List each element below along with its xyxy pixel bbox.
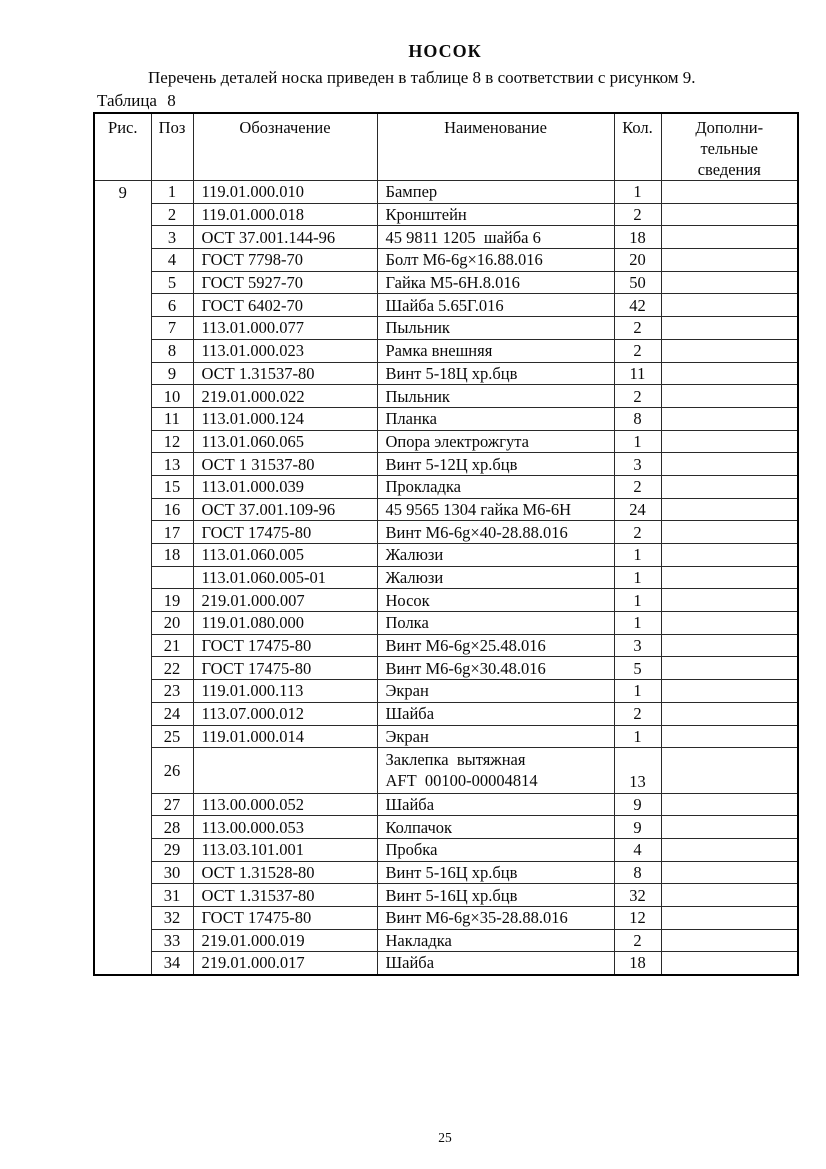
extra-cell bbox=[661, 498, 798, 521]
table-row bbox=[94, 634, 798, 657]
des-cell: ГОСТ 17475-80 bbox=[193, 907, 377, 930]
qty-cell: 1 bbox=[614, 612, 661, 635]
qty-cell: 2 bbox=[614, 317, 661, 340]
qty-cell: 4 bbox=[614, 838, 661, 861]
des-cell: ГОСТ 17475-80 bbox=[193, 657, 377, 680]
name-cell: Кронштейн bbox=[377, 203, 614, 226]
pos-cell: 11 bbox=[151, 407, 193, 430]
pos-cell: 6 bbox=[151, 294, 193, 317]
name-cell: Шайба bbox=[377, 702, 614, 725]
pos-cell: 30 bbox=[151, 861, 193, 884]
header-extra-line-3: сведения bbox=[697, 160, 761, 179]
des-cell: 113.01.000.124 bbox=[193, 407, 377, 430]
name-cell: Винт М6-6g×40-28.88.016 bbox=[377, 521, 614, 544]
qty-cell: 1 bbox=[614, 680, 661, 703]
qty-cell: 1 bbox=[614, 544, 661, 567]
pos-cell: 26 bbox=[151, 748, 193, 793]
extra-cell bbox=[661, 612, 798, 635]
table-row bbox=[94, 203, 798, 226]
pos-cell: 31 bbox=[151, 884, 193, 907]
name-cell: Винт М6-6g×30.48.016 bbox=[377, 657, 614, 680]
qty-cell: 18 bbox=[614, 952, 661, 975]
name-cell: Винт М6-6g×35-28.88.016 bbox=[377, 907, 614, 930]
des-cell: ОСТ 1 31537-80 bbox=[193, 453, 377, 476]
extra-cell bbox=[661, 861, 798, 884]
name-cell: Винт 5-12Ц хр.бцв bbox=[377, 453, 614, 476]
qty-cell: 50 bbox=[614, 271, 661, 294]
extra-cell bbox=[661, 838, 798, 861]
table-row bbox=[94, 816, 798, 839]
pos-cell: 32 bbox=[151, 907, 193, 930]
extra-cell bbox=[661, 249, 798, 272]
name-cell: 45 9565 1304 гайка М6-6Н bbox=[377, 498, 614, 521]
qty-cell: 11 bbox=[614, 362, 661, 385]
name-cell: Винт 5-18Ц хр.бцв bbox=[377, 362, 614, 385]
table-row bbox=[94, 226, 798, 249]
pos-cell: 8 bbox=[151, 339, 193, 362]
qty-cell: 9 bbox=[614, 793, 661, 816]
des-cell: 219.01.000.017 bbox=[193, 952, 377, 975]
qty-cell: 3 bbox=[614, 453, 661, 476]
extra-cell bbox=[661, 203, 798, 226]
des-cell: ГОСТ 5927-70 bbox=[193, 271, 377, 294]
table-row bbox=[94, 793, 798, 816]
table-row bbox=[94, 838, 798, 861]
fig-number-cell: 9 bbox=[94, 181, 151, 975]
name-cell: Шайба bbox=[377, 793, 614, 816]
table-row bbox=[94, 748, 798, 793]
name-cell: Планка bbox=[377, 407, 614, 430]
pos-cell: 34 bbox=[151, 952, 193, 975]
table-row bbox=[94, 294, 798, 317]
intro-paragraph: Перечень деталей носка приведен в таблице 8 в соответствии с рисунком 9. bbox=[148, 68, 696, 87]
parts-table-body bbox=[94, 181, 798, 975]
des-cell: 113.01.000.077 bbox=[193, 317, 377, 340]
qty-cell: 5 bbox=[614, 657, 661, 680]
pos-cell: 2 bbox=[151, 203, 193, 226]
qty-cell: 32 bbox=[614, 884, 661, 907]
name-cell: 45 9811 1205 шайба 6 bbox=[377, 226, 614, 249]
extra-cell bbox=[661, 544, 798, 567]
qty-cell: 13 bbox=[614, 748, 661, 793]
table-row bbox=[94, 339, 798, 362]
des-cell: ОСТ 1.31537-80 bbox=[193, 362, 377, 385]
name-cell bbox=[377, 748, 614, 793]
pos-cell: 4 bbox=[151, 249, 193, 272]
extra-cell bbox=[661, 634, 798, 657]
extra-cell bbox=[661, 181, 798, 204]
extra-cell bbox=[661, 385, 798, 408]
pos-cell: 28 bbox=[151, 816, 193, 839]
table-row bbox=[94, 362, 798, 385]
name-cell: Пробка bbox=[377, 838, 614, 861]
name-cell: Экран bbox=[377, 725, 614, 748]
table-row bbox=[94, 544, 798, 567]
des-cell: 113.01.060.005-01 bbox=[193, 566, 377, 589]
qty-cell: 1 bbox=[614, 566, 661, 589]
qty-cell: 1 bbox=[614, 181, 661, 204]
extra-cell bbox=[661, 929, 798, 952]
table-row bbox=[94, 498, 798, 521]
table-row bbox=[94, 657, 798, 680]
name-cell: Колпачок bbox=[377, 816, 614, 839]
name-cell: Винт 5-16Ц хр.бцв bbox=[377, 884, 614, 907]
des-cell: ОСТ 37.001.109-96 bbox=[193, 498, 377, 521]
header-extra bbox=[661, 113, 798, 181]
table-row bbox=[94, 861, 798, 884]
pos-cell: 25 bbox=[151, 725, 193, 748]
qty-cell: 3 bbox=[614, 634, 661, 657]
qty-cell: 2 bbox=[614, 521, 661, 544]
pos-cell: 9 bbox=[151, 362, 193, 385]
pos-cell: 19 bbox=[151, 589, 193, 612]
table-caption: Таблица 8 bbox=[97, 91, 176, 110]
pos-cell: 10 bbox=[151, 385, 193, 408]
table-row bbox=[94, 385, 798, 408]
table-row bbox=[94, 929, 798, 952]
pos-cell: 22 bbox=[151, 657, 193, 680]
pos-cell: 33 bbox=[151, 929, 193, 952]
des-cell: 113.01.000.039 bbox=[193, 475, 377, 498]
qty-cell: 2 bbox=[614, 339, 661, 362]
header-extra-line-2: тельные bbox=[700, 139, 759, 158]
des-cell: 113.03.101.001 bbox=[193, 838, 377, 861]
table-row bbox=[94, 612, 798, 635]
page-number: 25 bbox=[438, 1130, 452, 1145]
parts-table bbox=[93, 112, 799, 976]
qty-cell: 18 bbox=[614, 226, 661, 249]
table-row bbox=[94, 475, 798, 498]
des-cell: 219.01.000.019 bbox=[193, 929, 377, 952]
name-cell: Жалюзи bbox=[377, 566, 614, 589]
name-cell: Шайба bbox=[377, 952, 614, 975]
pos-cell: 12 bbox=[151, 430, 193, 453]
name-cell: Полка bbox=[377, 612, 614, 635]
name-cell: Прокладка bbox=[377, 475, 614, 498]
extra-cell bbox=[661, 362, 798, 385]
qty-cell: 24 bbox=[614, 498, 661, 521]
extra-cell bbox=[661, 317, 798, 340]
pos-cell: 5 bbox=[151, 271, 193, 294]
qty-cell: 1 bbox=[614, 430, 661, 453]
pos-cell: 17 bbox=[151, 521, 193, 544]
pos-cell bbox=[151, 566, 193, 589]
name-line-2: АFТ 00100-00004814 bbox=[385, 771, 538, 791]
table-row bbox=[94, 884, 798, 907]
des-cell: ОСТ 1.31528-80 bbox=[193, 861, 377, 884]
pos-cell: 7 bbox=[151, 317, 193, 340]
des-cell: ОСТ 1.31537-80 bbox=[193, 884, 377, 907]
des-cell: 113.01.060.065 bbox=[193, 430, 377, 453]
extra-cell bbox=[661, 816, 798, 839]
table-row bbox=[94, 680, 798, 703]
qty-cell: 1 bbox=[614, 589, 661, 612]
des-cell: 119.01.000.113 bbox=[193, 680, 377, 703]
pos-cell: 21 bbox=[151, 634, 193, 657]
qty-cell: 12 bbox=[614, 907, 661, 930]
extra-cell bbox=[661, 475, 798, 498]
name-cell: Пыльник bbox=[377, 385, 614, 408]
name-cell: Носок bbox=[377, 589, 614, 612]
header-qty: Кол. bbox=[614, 113, 661, 181]
extra-cell bbox=[661, 453, 798, 476]
name-cell: Винт 5-16Ц хр.бцв bbox=[377, 861, 614, 884]
pos-cell: 23 bbox=[151, 680, 193, 703]
des-cell: 119.01.080.000 bbox=[193, 612, 377, 635]
table-row bbox=[94, 907, 798, 930]
name-cell: Болт М6-6g×16.88.016 bbox=[377, 249, 614, 272]
table-row bbox=[94, 271, 798, 294]
extra-cell bbox=[661, 952, 798, 975]
des-cell: 113.01.060.005 bbox=[193, 544, 377, 567]
name-cell: Опора электрожгута bbox=[377, 430, 614, 453]
table-row bbox=[94, 249, 798, 272]
extra-cell bbox=[661, 725, 798, 748]
table-row bbox=[94, 317, 798, 340]
table-row bbox=[94, 566, 798, 589]
header-extra-line-1: Дополни- bbox=[695, 118, 764, 137]
pos-cell: 29 bbox=[151, 838, 193, 861]
qty-cell: 2 bbox=[614, 385, 661, 408]
des-cell bbox=[193, 748, 377, 793]
extra-cell bbox=[661, 566, 798, 589]
des-cell: ОСТ 37.001.144-96 bbox=[193, 226, 377, 249]
extra-cell bbox=[661, 407, 798, 430]
qty-cell: 20 bbox=[614, 249, 661, 272]
pos-cell: 3 bbox=[151, 226, 193, 249]
qty-cell: 2 bbox=[614, 929, 661, 952]
qty-cell: 9 bbox=[614, 816, 661, 839]
table-row bbox=[94, 430, 798, 453]
table-row bbox=[94, 521, 798, 544]
header-fig: Рис. bbox=[94, 113, 151, 181]
pos-cell: 18 bbox=[151, 544, 193, 567]
pos-cell: 16 bbox=[151, 498, 193, 521]
pos-cell: 13 bbox=[151, 453, 193, 476]
name-cell: Экран bbox=[377, 680, 614, 703]
name-cell: Жалюзи bbox=[377, 544, 614, 567]
extra-cell bbox=[661, 271, 798, 294]
des-cell: ГОСТ 6402-70 bbox=[193, 294, 377, 317]
header-name: Наименование bbox=[377, 113, 614, 181]
extra-cell bbox=[661, 339, 798, 362]
extra-cell bbox=[661, 657, 798, 680]
table-row bbox=[94, 181, 798, 204]
table-row bbox=[94, 702, 798, 725]
qty-cell: 8 bbox=[614, 407, 661, 430]
extra-cell bbox=[661, 226, 798, 249]
name-line-1: Заклепка вытяжная bbox=[385, 750, 526, 770]
extra-cell bbox=[661, 521, 798, 544]
qty-cell: 42 bbox=[614, 294, 661, 317]
header-designation: Обозначение bbox=[193, 113, 377, 181]
qty-cell: 2 bbox=[614, 702, 661, 725]
pos-cell: 20 bbox=[151, 612, 193, 635]
des-cell: 119.01.000.010 bbox=[193, 181, 377, 204]
table-row bbox=[94, 407, 798, 430]
pos-cell: 24 bbox=[151, 702, 193, 725]
name-cell: Бампер bbox=[377, 181, 614, 204]
qty-cell: 1 bbox=[614, 725, 661, 748]
name-cell: Пыльник bbox=[377, 317, 614, 340]
extra-cell bbox=[661, 430, 798, 453]
table-header-row bbox=[94, 113, 798, 181]
extra-cell bbox=[661, 907, 798, 930]
pos-cell: 1 bbox=[151, 181, 193, 204]
des-cell: 113.07.000.012 bbox=[193, 702, 377, 725]
qty-cell: 8 bbox=[614, 861, 661, 884]
name-cell: Рамка внешняя bbox=[377, 339, 614, 362]
parts-table-head bbox=[94, 113, 798, 181]
pos-cell: 27 bbox=[151, 793, 193, 816]
table-row bbox=[94, 453, 798, 476]
des-cell: 113.00.000.053 bbox=[193, 816, 377, 839]
document-content bbox=[93, 40, 797, 976]
extra-cell bbox=[661, 294, 798, 317]
des-cell: 113.00.000.052 bbox=[193, 793, 377, 816]
extra-cell bbox=[661, 680, 798, 703]
extra-cell bbox=[661, 702, 798, 725]
extra-cell bbox=[661, 748, 798, 793]
des-cell: 219.01.000.007 bbox=[193, 589, 377, 612]
table-row bbox=[94, 725, 798, 748]
page-title: НОСОК bbox=[408, 41, 482, 61]
name-cell: Гайка М5-6Н.8.016 bbox=[377, 271, 614, 294]
name-cell: Винт М6-6g×25.48.016 bbox=[377, 634, 614, 657]
table-row bbox=[94, 589, 798, 612]
header-pos: Поз bbox=[151, 113, 193, 181]
des-cell: 219.01.000.022 bbox=[193, 385, 377, 408]
extra-cell bbox=[661, 589, 798, 612]
des-cell: 119.01.000.014 bbox=[193, 725, 377, 748]
qty-cell: 2 bbox=[614, 203, 661, 226]
des-cell: ГОСТ 17475-80 bbox=[193, 634, 377, 657]
name-cell: Шайба 5.65Г.016 bbox=[377, 294, 614, 317]
des-cell: 119.01.000.018 bbox=[193, 203, 377, 226]
des-cell: ГОСТ 17475-80 bbox=[193, 521, 377, 544]
extra-cell bbox=[661, 793, 798, 816]
name-cell: Накладка bbox=[377, 929, 614, 952]
pos-cell: 15 bbox=[151, 475, 193, 498]
qty-cell: 2 bbox=[614, 475, 661, 498]
table-row bbox=[94, 952, 798, 975]
extra-cell bbox=[661, 884, 798, 907]
des-cell: ГОСТ 7798-70 bbox=[193, 249, 377, 272]
des-cell: 113.01.000.023 bbox=[193, 339, 377, 362]
